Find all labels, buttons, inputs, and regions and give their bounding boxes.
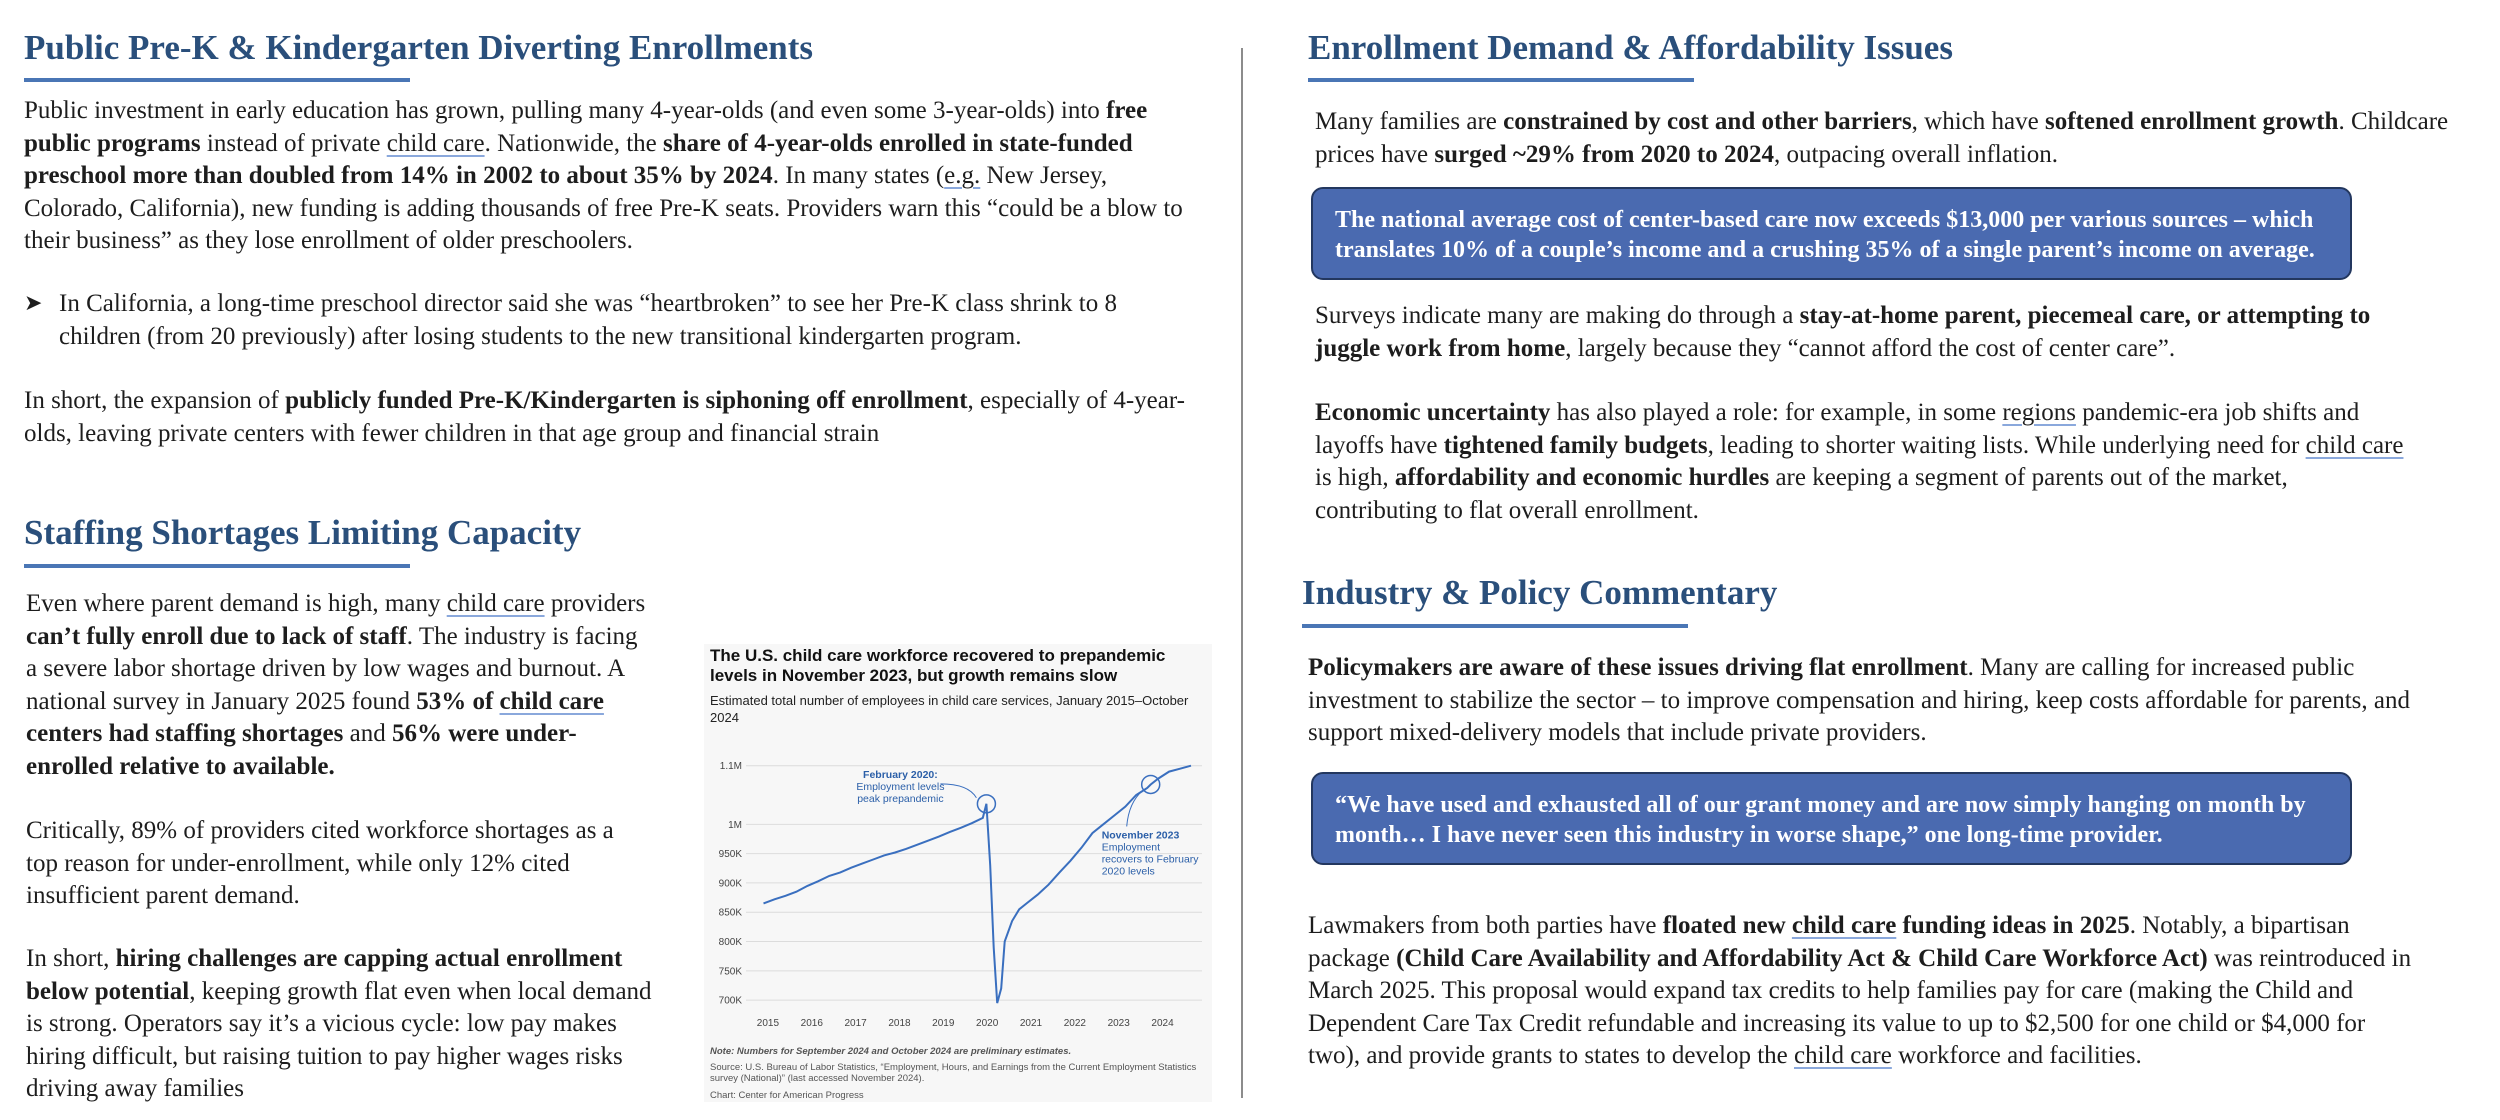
x-tick-label: 2023 bbox=[1107, 1018, 1130, 1029]
heading-underline bbox=[24, 78, 410, 82]
annotation-label-feb-2020: February 2020: Employment levels peak prepandemic bbox=[856, 768, 945, 805]
chart-note: Note: Numbers for September 2024 and October 2024 are preliminary estimates. bbox=[710, 1046, 1072, 1057]
chart-credit: Chart: Center for American Progress bbox=[710, 1090, 864, 1101]
heading-industry-policy: Industry & Policy Commentary bbox=[1302, 573, 1778, 612]
chart-plot bbox=[704, 644, 1212, 1102]
paragraph-policymakers: Policymakers are aware of these issues driving flat enrollment. Many are calling for increased public investment to stabilize the sector – to improve compensation and hiring, keep costs affordable for parents, and support mixed-delivery models that include private providers. bbox=[1308, 654, 2411, 747]
y-tick-label: 850K bbox=[718, 907, 742, 919]
y-tick-label: 1M bbox=[728, 819, 742, 831]
y-tick-label: 750K bbox=[718, 966, 742, 978]
chart-title: The U.S. child care workforce recovered to prepandemic levels in November 2023, but growth remains slow bbox=[710, 646, 1166, 685]
y-tick-label: 950K bbox=[718, 849, 742, 861]
paragraph-families-constrained: Many families are constrained by cost and other barriers, which have softened enrollment growth. Childcare prices have surged ~29% from 2020 to 2024, outpacing overall inflation. bbox=[1315, 108, 2449, 168]
column-divider bbox=[1241, 48, 1243, 1098]
heading-public-prek: Public Pre-K & Kindergarten Diverting Enrollments bbox=[24, 28, 814, 67]
paragraph-critically: Critically, 89% of providers cited workforce shortages as a top reason for under-enrollment, while only 12% cited insufficient parent demand. bbox=[26, 817, 614, 910]
heading-enrollment-demand: Enrollment Demand & Affordability Issues bbox=[1308, 28, 1953, 67]
bullet-california-director: In California, a long-time preschool director said she was “heartbroken” to see her Pre-K class shrink to 8 children (from 20 previously) after losing students to the new transitional kindergarten program. bbox=[59, 290, 1117, 350]
x-tick-label: 2021 bbox=[1019, 1018, 1043, 1029]
paragraph-short-expansion: In short, the expansion of publicly funded Pre-K/Kindergarten is siphoning off enrollment, especially of 4-year-olds, leaving private centers with fewer children in that age group and financial strain bbox=[24, 387, 1185, 447]
heading-underline bbox=[24, 564, 410, 568]
y-tick-label: 700K bbox=[718, 995, 742, 1007]
paragraph-economic-uncertainty: Economic uncertainty has also played a role: for example, in some regions pandemic-era job shifts and layoffs have tightened family budgets, leading to shorter waiting lists. While underlying need for child care is high, affordability and economic hurdles are keeping a segment of parents out of the market, contributing to flat overall enrollment. bbox=[1315, 399, 2404, 524]
paragraph-lawmakers: Lawmakers from both parties have floated new child care funding ideas in 2025. Notably, a bipartisan package (Child Care Availability and Affordability Act & Child Care Workforce Act) was reintroduced in March 2025. This proposal would expand tax credits to help families pay for care (making the Child and Dependent Care Tax Credit refundable and increasing its value to up to $2,500 for one child or $4,000 for two), and provide grants to states to develop the child care workforce and facilities. bbox=[1308, 912, 2412, 1070]
x-tick-label: 2024 bbox=[1151, 1018, 1174, 1029]
paragraph-parent-demand: Even where parent demand is high, many child care providers can’t fully enroll due to lack of staff. The industry is facing a severe labor shortage driven by low wages and burnout. A national survey in January 2025 found 53% of child care centers had staffing shortages and 56% were under-enrolled relative to available. bbox=[26, 590, 646, 780]
x-tick-label: 2019 bbox=[932, 1018, 955, 1029]
x-tick-label: 2017 bbox=[844, 1018, 867, 1029]
x-tick-label: 2016 bbox=[800, 1018, 823, 1029]
callout-provider-quote: “We have used and exhausted all of our grant money and are now simply hanging on month by month… I have never seen this industry in worse shape,” one long-time provider. bbox=[1311, 772, 2352, 865]
x-tick-label: 2020 bbox=[976, 1018, 999, 1029]
x-tick-label: 2015 bbox=[756, 1018, 780, 1029]
chart-subtitle: Estimated total number of employees in child care services, January 2015–October 2024 bbox=[710, 693, 1189, 725]
paragraph-hiring-challenges: In short, hiring challenges are capping actual enrollment below potential, keeping growth flat even when local demand is strong. Operators say it’s a vicious cycle: low pay makes hiring difficult, but raising tuition to pay higher wages risks driving away families bbox=[26, 945, 652, 1103]
annotation-label-nov-2023: November 2023 Employment recovers to February 2020 levels bbox=[1101, 829, 1199, 878]
x-tick-label: 2018 bbox=[888, 1018, 911, 1029]
heading-underline bbox=[1302, 624, 1688, 628]
bullet-arrow-icon: ➤ bbox=[24, 290, 43, 315]
chart-source: Source: U.S. Bureau of Labor Statistics, “Employment, Hours, and Earnings from the Current Employment Statistics survey (National)” (last accessed November 2024). bbox=[710, 1062, 1197, 1084]
paragraph-surveys: Surveys indicate many are making do through a stay-at-home parent, piecemeal care, or attempting to juggle work from home, largely because they “cannot afford the cost of center care”. bbox=[1315, 302, 2371, 362]
annotation-leader-feb-2020 bbox=[940, 784, 976, 798]
x-tick-label: 2022 bbox=[1063, 1018, 1086, 1029]
y-tick-label: 1.1M bbox=[719, 761, 742, 773]
y-tick-label: 900K bbox=[718, 878, 742, 890]
workforce-line-chart bbox=[704, 644, 1212, 1102]
paragraph-public-investment: Public investment in early education has grown, pulling many 4-year-olds (and even some 3-year-olds) into free public programs instead of private child care. Nationwide, the share of 4-year-olds enrolled in state-funded preschool more than doubled from 14% in 2002 to about 35% by 2024. In many states (e.g. New Jersey, Colorado, California), new funding is adding thousands of free Pre-K seats. Providers warn this “could be a blow to their business” as they lose enrollment of older preschoolers. bbox=[24, 97, 1183, 255]
y-tick-label: 800K bbox=[718, 937, 742, 949]
heading-underline bbox=[1308, 78, 1694, 82]
callout-average-cost: The national average cost of center-based care now exceeds $13,000 per various sources – which translates 10% of a couple’s income and a crushing 35% of a single parent’s income on average. bbox=[1311, 187, 2352, 280]
heading-staffing-shortages: Staffing Shortages Limiting Capacity bbox=[24, 513, 582, 552]
